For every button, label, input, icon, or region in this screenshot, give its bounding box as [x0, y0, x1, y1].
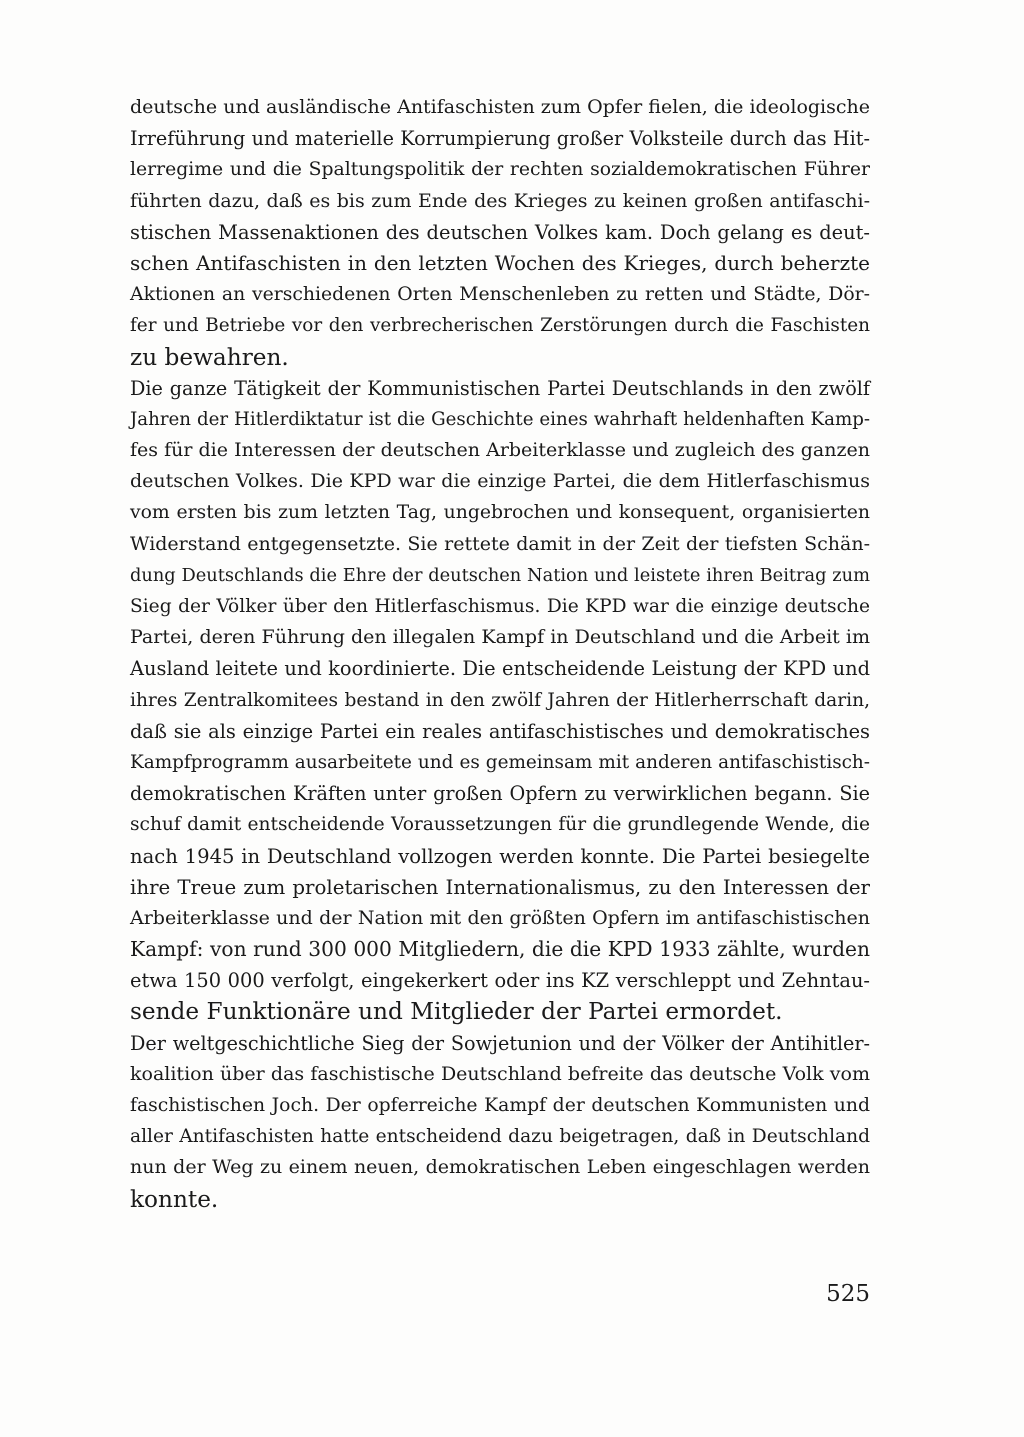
text-line: etwa 150 000 verfolgt, eingekerkert oder ins KZ verschleppt und Zehntau- — [130, 969, 870, 993]
text-line: demokratischen Kräften unter großen Opfern zu verwirklichen begann. Sie — [130, 782, 870, 806]
text-line: Jahren der Hitlerdiktatur ist die Geschichte eines wahrhaft heldenhaften Kamp- — [130, 408, 870, 430]
text-line: fes für die Interessen der deutschen Arbeiterklasse und zugleich des ganzen — [130, 439, 870, 462]
text-line: faschistischen Joch. Der opferreiche Kampf der deutschen Kommunisten und — [130, 1095, 870, 1116]
text-line: konnte. — [130, 1185, 219, 1213]
text-line: führten dazu, daß es bis zum Ende des Krieges zu keinen großen antifaschi- — [130, 189, 870, 212]
text-line: schen Antifaschisten in den letzten Wochen des Krieges, durch beherzte — [130, 250, 870, 275]
text-line: dung Deutschlands die Ehre der deutschen Nation und leistete ihren Beitrag zum — [130, 564, 870, 586]
text-line: Der weltgeschichtliche Sieg der Sowjetunion und der Völker der Antihitler- — [130, 1031, 870, 1055]
page-number: 525 — [826, 1281, 870, 1307]
body-text — [130, 92, 870, 1215]
text-line: Ausland leitete und koordinierte. Die entscheidende Leistung der KPD und — [130, 657, 870, 681]
text-line: fer und Betriebe vor den verbrecherischen Zerstörungen durch die Faschisten — [130, 315, 870, 337]
text-line: Kampfprogramm ausarbeitete und es gemeinsam mit anderen antifaschistisch- — [130, 751, 870, 773]
text-line: schuf damit entscheidende Voraussetzungen für die grundlegende Wende, die — [130, 814, 870, 836]
text-line: ihres Zentralkomitees bestand in den zwölf Jahren der Hitlerherrschaft darin, — [130, 689, 870, 711]
text-line: Partei, deren Führung den illegalen Kampf in Deutschland und die Arbeit im — [130, 626, 870, 649]
text-line: deutsche und ausländische Antifaschisten zum Opfer fielen, die ideologische — [130, 96, 870, 118]
text-line: Die ganze Tätigkeit der Kommunistischen Partei Deutschlands in den zwölf — [130, 376, 870, 400]
text-line: nun der Weg zu einem neuen, demokratischen Leben eingeschlagen werden — [130, 1156, 870, 1179]
text-line: aller Antifaschisten hatte entscheidend dazu beigetragen, daß in Deutschland — [130, 1126, 870, 1148]
text-line: Kampf: von rund 300 000 Mitgliedern, die die KPD 1933 zählte, wurden — [130, 937, 870, 962]
text-line: Arbeiterklasse und der Nation mit den größten Opfern im antifaschistischen — [130, 906, 870, 929]
paragraph — [130, 92, 870, 373]
text-line: Sieg der Völker über den Hitlerfaschismus. Die KPD war die einzige deutsche — [130, 596, 870, 617]
text-line: Widerstand entgegensetzte. Sie rettete damit in der Zeit der tiefsten Schän- — [130, 532, 870, 555]
paragraph — [130, 1028, 870, 1215]
paragraph — [130, 373, 870, 1028]
text-line: daß sie als einzige Partei ein reales antifaschistisches und demokratisches — [130, 719, 870, 743]
text-line: nach 1945 in Deutschland vollzogen werden konnte. Die Partei besiegelte — [130, 844, 870, 868]
text-line: lerregime und die Spaltungspolitik der rechten sozialdemokratischen Führer — [130, 159, 870, 181]
text-line: Irreführung und materielle Korrumpierung großer Volksteile durch das Hit- — [130, 127, 870, 151]
text-line: vom ersten bis zum letzten Tag, ungebrochen und konsequent, organisierten — [130, 502, 870, 524]
text-line: deutschen Volkes. Die KPD war die einzige Partei, die dem Hitlerfaschismus — [130, 470, 870, 493]
text-line: ihre Treue zum proletarischen Internationalismus, zu den Interessen der — [130, 875, 870, 899]
text-line: stischen Massenaktionen des deutschen Volkes kam. Doch gelang es deut- — [130, 220, 870, 244]
text-line: Aktionen an verschiedenen Orten Menschenleben zu retten und Städte, Dör- — [130, 284, 870, 306]
text-line: koalition über das faschistische Deutschland befreite das deutsche Volk vom — [130, 1062, 870, 1085]
text-line: zu bewahren. — [130, 343, 289, 371]
text-line: sende Funktionäre und Mitglieder der Partei ermordet. — [130, 998, 783, 1026]
